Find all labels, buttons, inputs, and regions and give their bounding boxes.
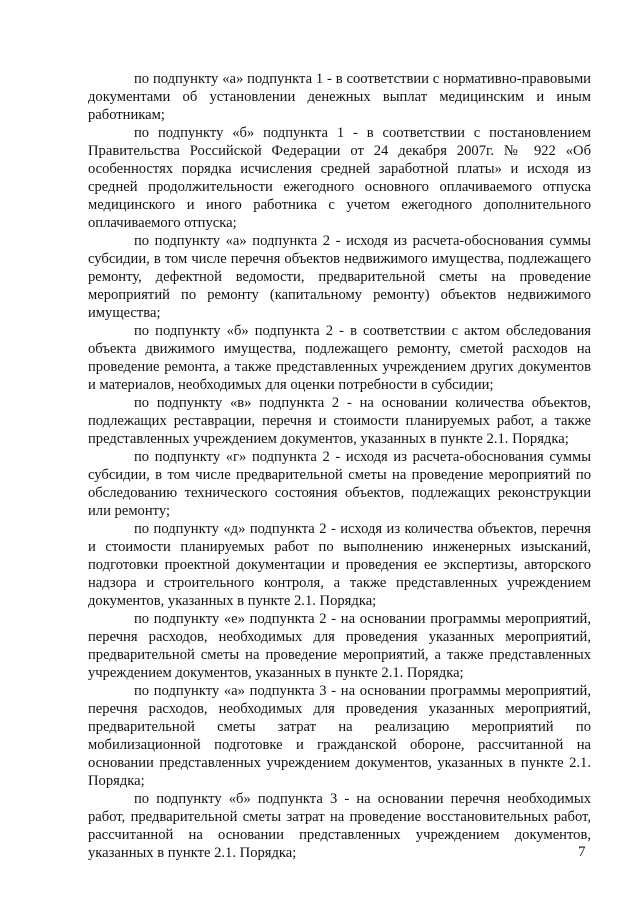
paragraph-b-3: по подпункту «б» подпункта 3 - на основании перечня необходимых работ, предварительной сметы затрат на проведение восстановительных работ, рассчитанной на основании представленных учреждением документов, указанных в пункте 2.1. Порядка; (88, 791, 591, 861)
paragraph-v-2: по подпункту «в» подпункта 2 - на основании количества объектов, подлежащих реставрации, перечня и стоимости планируемых работ, а также представленных учреждением документов, указанных в пункте 2.1. Порядка; (88, 395, 591, 447)
document-body (88, 70, 591, 862)
paragraph-a-2: по подпункту «а» подпункта 2 - исходя из расчета-обоснования суммы субсидии, в том числе перечня объектов недвижимого имущества, подлежащего ремонту, дефектной ведомости, предварительной сметы на проведение мероприятий по ремонту (капитальному ремонту) объектов недвижимого имущества; (88, 233, 591, 321)
paragraph-b-1: по подпункту «б» подпункта 1 - в соответствии с постановлением Правительства Российской Федерации от 24 декабря 2007г. № 922 «Об особенностях порядка исчисления средней заработной платы» и исходя из средней продолжительности ежегодного основного оплачиваемого отпуска медицинского и иного работника с учетом ежегодного дополнительного оплачиваемого отпуска; (88, 125, 591, 231)
paragraph-d-2: по подпункту «д» подпункта 2 - исходя из количества объектов, перечня и стоимости планируемых работ по выполнению инженерных изысканий, подготовки проектной документации и проведения ее экспертизы, авторского надзора и строительного контроля, а также представленных учреждением документов, указанных в пункте 2.1. Порядка; (88, 521, 591, 609)
paragraph-a-3: по подпункту «а» подпункта 3 - на основании программы мероприятий, перечня расходов, необходимых для проведения указанных мероприятий, предварительной сметы затрат на реализацию мероприятий по мобилизационной подготовке и гражданской обороне, рассчитанной на основании представленных учреждением документов, указанных в пункте 2.1. Порядка; (88, 683, 591, 789)
paragraph-e-2: по подпункту «е» подпункта 2 - на основании программы мероприятий, перечня расходов, необходимых для проведения указанных мероприятий, предварительной сметы на проведение мероприятий, а также представленных учреждением документов, указанных в пункте 2.1. Порядка; (88, 611, 591, 681)
paragraph-b-2: по подпункту «б» подпункта 2 - в соответствии с актом обследования объекта движимого имущества, подлежащего ремонту, сметой расходов на проведение ремонта, а также представленных учреждением других документов и материалов, необходимых для оценки потребности в субсидии; (88, 323, 591, 393)
paragraph-g-2: по подпункту «г» подпункта 2 - исходя из расчета-обоснования суммы субсидии, в том числе предварительной сметы на проведение мероприятий по обследованию технического состояния объектов, подлежащих реконструкции или ремонту; (88, 449, 591, 519)
page-number: 7 (578, 844, 586, 860)
paragraph-a-1: по подпункту «а» подпункта 1 - в соответствии с нормативно-правовыми документами об установлении денежных выплат медицинским и иным работникам; (88, 71, 591, 123)
